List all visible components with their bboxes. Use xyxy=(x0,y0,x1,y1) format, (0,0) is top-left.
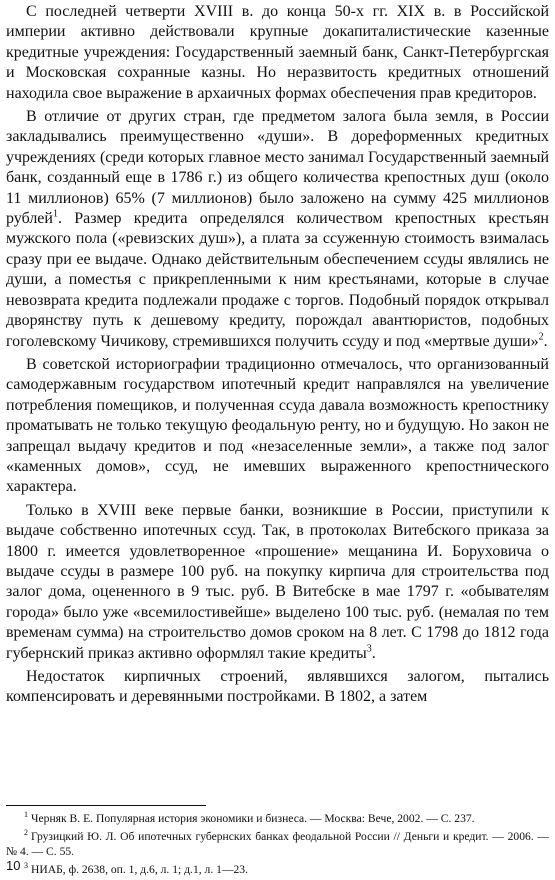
footnote-3: $^3$ НИАБ, ф. 2638, оп. 1, д.6, л. 1; д.1, л. 1—23. xyxy=(24,860,249,876)
footnote-2: $^2$ Грузицкий Ю. Л. Об ипотечных губернских банках феодальной России // Деньги и кредит. — 2006. — № 4. — С. 55. xyxy=(6,827,549,858)
main-text xyxy=(6,2,549,711)
paragraph-2: В отличие от других стран, где предметом залога была земля, в России закладывались преимущественно «души». В дореформенных кредитных учреждениях (среди которых главное место занимал Государственный заемный банк, созданный еще в 1786 г.) из общего количества крепостных душ (около 11 миллионов) 65% (7 миллионов) было заложено на сумму 425 миллионов рублей$^1$. Размер кредита определялся количеством крепостных крестьян мужского пола («ревизских душ»), а плата за ссуженную стоимость взималась сразу при ее выдаче. Однако действительным обеспечением ссуды являлись не души, а поместья с прикрепленными к ним крестьянами, которые в случае невозврата кредита подлежали продаже с торгов. Подобный порядок открывал дворянству путь к дешевому кредиту, порождал авантюристов, подобных гоголевскому Чичикову, стремившихся получить ссуду и под «мертвые души»$^2$. xyxy=(6,108,549,350)
page-number: 10 xyxy=(6,858,21,873)
paragraph-4: Только в XVIII веке первые банки, возникшие в России, приступили к выдаче собственно ипотечных ссуд. Так, в протоколах Витебского приказа за 1800 г. имеется удовлетворенное «прошение» мещанина И. Боруховича о выдаче ссуды в размере 100 руб. на покупку кирпича для строительства под залог дома, оцененного в 9 тыс. руб. В Витебске в мае 1797 г. «обывателям города» было уже «всемилостивейше» выделено 100 тыс. руб. (немалая по тем временам сумма) на строительство домов сроком на 8 лет. С 1798 до 1812 года губернский приказ активно оформлял такие кредиты$^3$. xyxy=(6,501,549,662)
footnote-ref-2: 2 xyxy=(538,331,544,343)
footnote-1: $^1$ Черняк В. Е. Популярная история экономики и бизнеса. — Москва: Вече, 2002. — С. 237. xyxy=(24,810,475,825)
paragraph-1: С последней четверти XVIII в. до конца 50-х гг. XIX в. в Российской империи активно действовали крупные докапиталистические казенные кредитные учреждения: Государственный заемный банк, Санкт-Петербургская и Московская сохранные казны. Но неразвитость кредитных отношений находила свое выражение в архаичных формах обеспечения прав кредиторов. xyxy=(6,3,549,102)
paragraph-5: Недостаток кирпичных строений, являвшихся залогом, пытались компенсировать и деревянными постройками. В 1802, а затем xyxy=(6,668,549,706)
footnote-ref-3: 3 xyxy=(366,643,372,655)
paragraph-3: В советской историографии традиционно отмечалось, что организованный самодержавным государством ипотечный кредит направлялся на увеличение потребления помещиков, и полученная ссуда давала возможность крепостнику проматывать не только текущую феодальную ренту, но и будущую. Но закон не запрещал выдачу кредитов и под «незаселенные земли», а также под залог «каменных домов», ссуд, не имевших выраженного крепостнического характера. xyxy=(6,355,549,496)
footnote-divider xyxy=(6,805,206,806)
footnotes xyxy=(6,805,549,879)
footnote-ref-1: 1 xyxy=(52,208,58,220)
